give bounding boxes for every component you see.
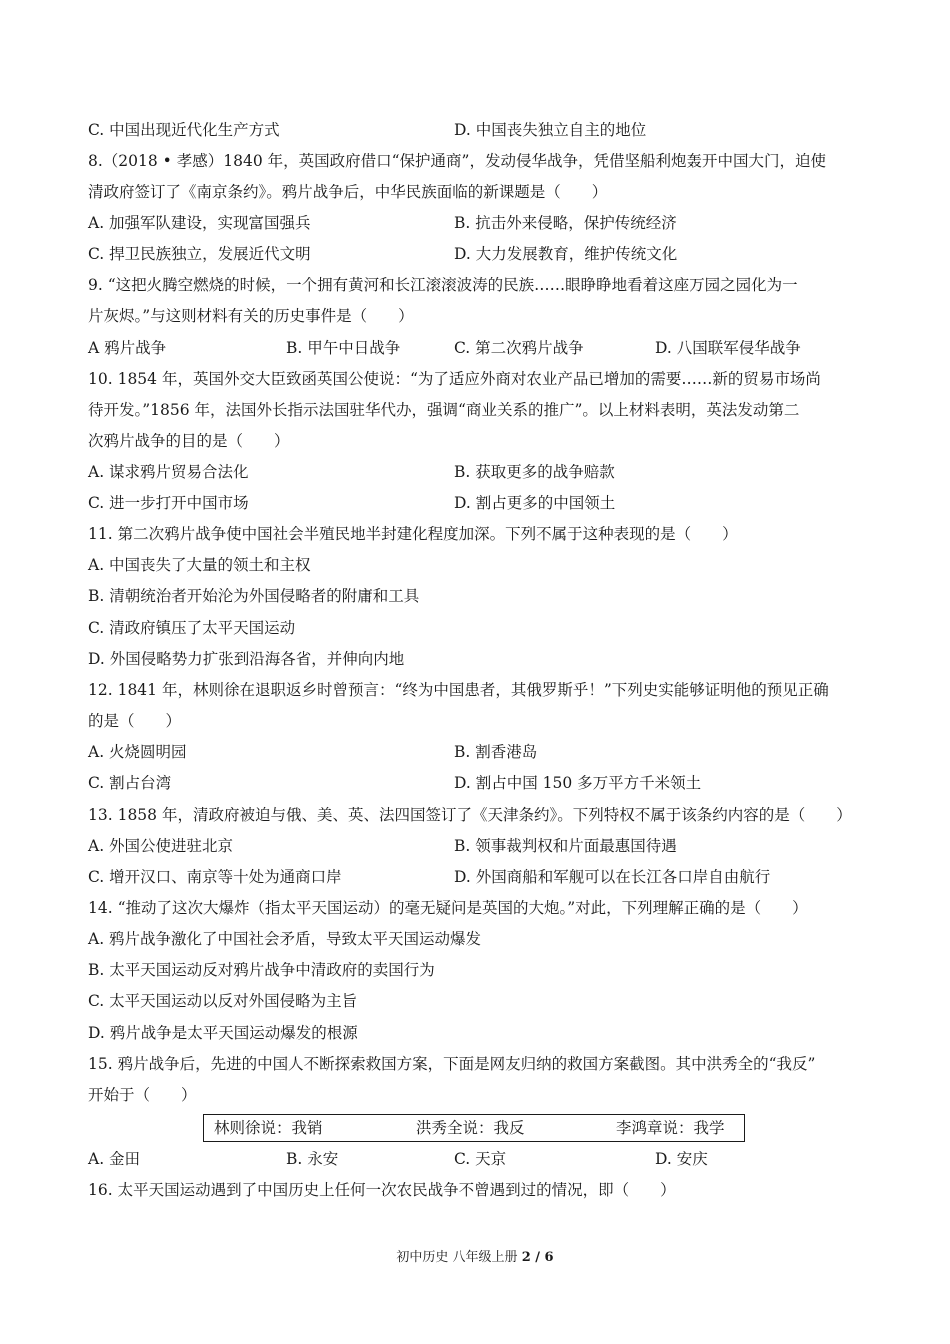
q8-option-a: A. 加强军队建设，实现富国强兵 xyxy=(88,214,311,232)
q12-option-b: B. 割香港岛 xyxy=(454,743,538,761)
q16-stem-line1: 16. 太平天国运动遇到了中国历史上任何一次农民战争不曾遇到过的情况，即（ ） xyxy=(88,1181,676,1199)
q11-stem-line1: 11. 第二次鸦片战争使中国社会半殖民地半封建化程度加深。下列不属于这种表现的是（ ） xyxy=(88,525,738,543)
q14-option-b: B. 太平天国运动反对鸦片战争中清政府的卖国行为 xyxy=(88,961,435,979)
footer-label: 初中历史 八年级上册 xyxy=(396,1250,522,1265)
q10-option-b: B. 获取更多的战争赔款 xyxy=(454,463,615,481)
q15-stem-line1: 15. 鸦片战争后，先进的中国人不断探索救国方案，下面是网友归纳的救国方案截图。其中洪秀全的“我反” xyxy=(88,1055,816,1073)
q13-option-c: C. 增开汉口、南京等十处为通商口岸 xyxy=(88,868,342,886)
q13-options-cd xyxy=(88,866,866,888)
q10-stem-line1: 10. 1854 年，英国外交大臣致函英国公使说：“为了适应外商对农业产品已增加的需要……新的贸易市场尚 xyxy=(88,370,821,388)
q7-option-c: C. 中国出现近代化生产方式 xyxy=(88,121,280,139)
q10-options-ab xyxy=(88,461,866,483)
q13-stem-line1: 13. 1858 年，清政府被迫与俄、美、英、法四国签订了《天津条约》。下列特权不属于该条约内容的是（ ） xyxy=(88,806,852,824)
q13-option-b: B. 领事裁判权和片面最惠国待遇 xyxy=(454,837,677,855)
q12-options-ab xyxy=(88,741,866,763)
q12-option-d: D. 割占中国 150 多万平方千米领土 xyxy=(454,774,702,792)
q11-option-d: D. 外国侵略势力扩张到沿海各省，并伸向内地 xyxy=(88,650,405,668)
q7-option-d: D. 中国丧失独立自主的地位 xyxy=(454,121,647,139)
q9-option-d: D. 八国联军侵华战争 xyxy=(655,339,801,357)
footer-page-number: 2 / 6 xyxy=(521,1250,554,1265)
q12-stem-line2: 的是（ ） xyxy=(88,712,182,730)
q9-stem-line1: 9. “这把火腾空燃烧的时候，一个拥有黄河和长江滚滚波涛的民族……眼睁睁地看着这座万园之园化为一 xyxy=(88,276,798,294)
q13-options-ab xyxy=(88,835,866,857)
q10-stem-line2: 待开发。”1856 年，法国外长指示法国驻华代办，强调“商业关系的推广”。以上材料表明，英法发动第二 xyxy=(88,401,800,419)
q14-option-a: A. 鸦片战争激化了中国社会矛盾，导致太平天国运动爆发 xyxy=(88,930,482,948)
q8-options-ab xyxy=(88,212,866,234)
q9-option-b: B. 甲午中日战争 xyxy=(286,339,401,357)
q8-option-b: B. 抗击外来侵略，保护传统经济 xyxy=(454,214,677,232)
q10-option-d: D. 割占更多的中国领土 xyxy=(454,494,616,512)
q15-option-d: D. 安庆 xyxy=(655,1150,708,1168)
q15-box-item-li: 李鸿章说：我学 xyxy=(616,1119,725,1137)
q9-options xyxy=(88,337,866,359)
q8-stem-line1: 8.（2018 • 孝感）1840 年，英国政府借口“保护通商”，发动侵华战争，凭借坚船利炮轰开中国大门，迫使 xyxy=(88,152,826,170)
q15-option-b: B. 永安 xyxy=(286,1150,339,1168)
q14-option-d: D. 鸦片战争是太平天国运动爆发的根源 xyxy=(88,1024,358,1042)
q12-option-a: A. 火烧圆明园 xyxy=(88,743,187,761)
q8-option-c: C. 捍卫民族独立，发展近代文明 xyxy=(88,245,311,263)
q15-box-item-lin: 林则徐说：我销 xyxy=(214,1119,323,1137)
q14-option-c: C. 太平天国运动以反对外国侵略为主旨 xyxy=(88,992,358,1010)
q14-stem-line1: 14. “推动了这次大爆炸（指太平天国运动）的毫无疑问是英国的大炮。”对此，下列理解正确的是（ ） xyxy=(88,899,808,917)
q8-stem-line2: 清政府签订了《南京条约》。鸦片战争后，中华民族面临的新课题是（ ） xyxy=(88,183,608,201)
q15-screenshot-box xyxy=(203,1114,745,1142)
q10-option-a: A. 谋求鸦片贸易合法化 xyxy=(88,463,249,481)
q13-option-a: A. 外国公使进驻北京 xyxy=(88,837,234,855)
q12-option-c: C. 割占台湾 xyxy=(88,774,172,792)
q10-option-c: C. 进一步打开中国市场 xyxy=(88,494,249,512)
q11-option-b: B. 清朝统治者开始沦为外国侵略者的附庸和工具 xyxy=(88,587,420,605)
q8-options-cd xyxy=(88,243,866,265)
q11-option-c: C. 清政府镇压了太平天国运动 xyxy=(88,619,296,637)
q9-option-a: A 鸦片战争 xyxy=(88,339,167,357)
q13-option-d: D. 外国商船和军舰可以在长江各口岸自由航行 xyxy=(454,868,771,886)
q15-option-c: C. 天京 xyxy=(454,1150,507,1168)
q8-option-d: D. 大力发展教育，维护传统文化 xyxy=(454,245,678,263)
q10-options-cd xyxy=(88,492,866,514)
q15-options xyxy=(88,1148,866,1170)
q15-box-item-hong: 洪秀全说：我反 xyxy=(416,1119,525,1137)
q12-stem-line1: 12. 1841 年，林则徐在退职返乡时曾预言：“终为中国患者，其俄罗斯乎！”下列史实能够证明他的预见正确 xyxy=(88,681,829,699)
q12-options-cd xyxy=(88,772,866,794)
q15-stem-line2: 开始于（ ） xyxy=(88,1086,197,1104)
q9-stem-line2: 片灰烬。”与这则材料有关的历史事件是（ ） xyxy=(88,307,414,325)
page-footer xyxy=(0,1249,950,1267)
q9-option-c: C. 第二次鸦片战争 xyxy=(454,339,584,357)
q11-option-a: A. 中国丧失了大量的领土和主权 xyxy=(88,556,311,574)
q7-options-cd xyxy=(88,119,866,141)
q10-stem-line3: 次鸦片战争的目的是（ ） xyxy=(88,432,290,450)
q15-option-a: A. 金田 xyxy=(88,1150,141,1168)
